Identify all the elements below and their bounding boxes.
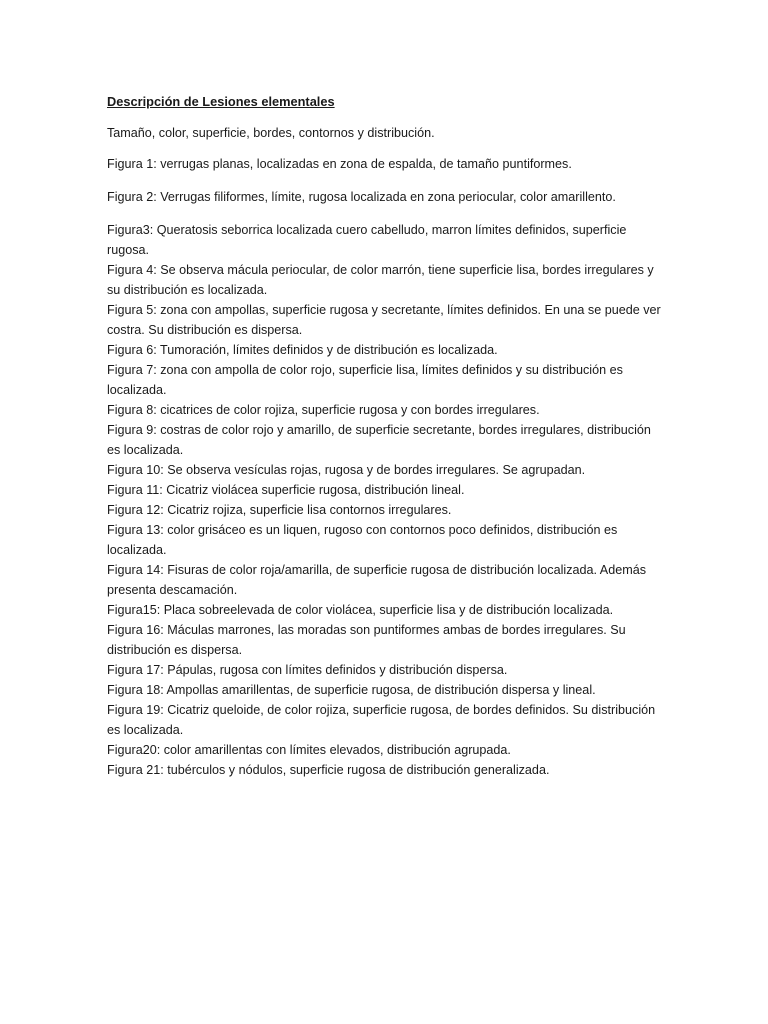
figure-paragraph: Figura3: Queratosis seborrica localizada cuero cabelludo, marron límites definidos, superficie rugosa.: [107, 223, 627, 257]
intro-paragraph: Tamaño, color, superficie, bordes, contornos y distribución.: [107, 126, 435, 140]
figure-paragraph: Figura 1: verrugas planas, localizadas en zona de espalda, de tamaño puntiformes.: [107, 157, 572, 171]
figure-paragraph: Figura 11: Cicatriz violácea superficie rugosa, distribución lineal.: [107, 483, 465, 497]
figure-paragraph: Figura15: Placa sobreelevada de color violácea, superficie lisa y de distribución localizada.: [107, 603, 614, 617]
figure-paragraph: Figura 14: Fisuras de color roja/amarilla, de superficie rugosa de distribución localizada. Además presenta descamación.: [107, 563, 647, 597]
document-title: Descripción de Lesiones elementales: [107, 94, 335, 109]
figure-paragraph: Figura 6: Tumoración, límites definidos y de distribución es localizada.: [107, 343, 498, 357]
figure-paragraph: Figura 10: Se observa vesículas rojas, rugosa y de bordes irregulares. Se agrupadan.: [107, 463, 586, 477]
figure-paragraph: Figura 5: zona con ampollas, superficie rugosa y secretante, límites definidos. En una se puede ver costra. Su distribución es dispersa.: [107, 303, 661, 337]
figure-paragraph: Figura 12: Cicatriz rojiza, superficie lisa contornos irregulares.: [107, 503, 452, 517]
figure-paragraph: Figura 7: zona con ampolla de color rojo, superficie lisa, límites definidos y su distribución es localizada.: [107, 363, 623, 397]
figure-paragraph: Figura20: color amarillentas con límites elevados, distribución agrupada.: [107, 743, 511, 757]
figure-paragraph: Figura 19: Cicatriz queloide, de color rojiza, superficie rugosa, de bordes definidos. Su distribución es localizada.: [107, 703, 656, 737]
figure-paragraph: Figura 16: Máculas marrones, las moradas son puntiformes ambas de bordes irregulares. Su distribución es dispersa.: [107, 623, 626, 657]
figure-paragraph: Figura 17: Pápulas, rugosa con límites definidos y distribución dispersa.: [107, 663, 508, 677]
figure-paragraph: Figura 4: Se observa mácula periocular, de color marrón, tiene superficie lisa, bordes irregulares y su distribución es localizada.: [107, 263, 654, 297]
figure-paragraph: Figura 9: costras de color rojo y amarillo, de superficie secretante, bordes irregulares, distribución es localizada.: [107, 423, 651, 457]
figure-paragraph: Figura 21: tubérculos y nódulos, superficie rugosa de distribución generalizada.: [107, 763, 550, 777]
figure-paragraph: Figura 13: color grisáceo es un liquen, rugoso con contornos poco definidos, distribución es localizada.: [107, 523, 618, 557]
document-page: [107, 92, 667, 780]
figure-paragraph: Figura 8: cicatrices de color rojiza, superficie rugosa y con bordes irregulares.: [107, 403, 540, 417]
figure-paragraph: Figura 18: Ampollas amarillentas, de superficie rugosa, de distribución dispersa y lineal.: [107, 683, 596, 697]
figure-paragraph: Figura 2: Verrugas filiformes, límite, rugosa localizada en zona periocular, color amarillento.: [107, 190, 616, 204]
